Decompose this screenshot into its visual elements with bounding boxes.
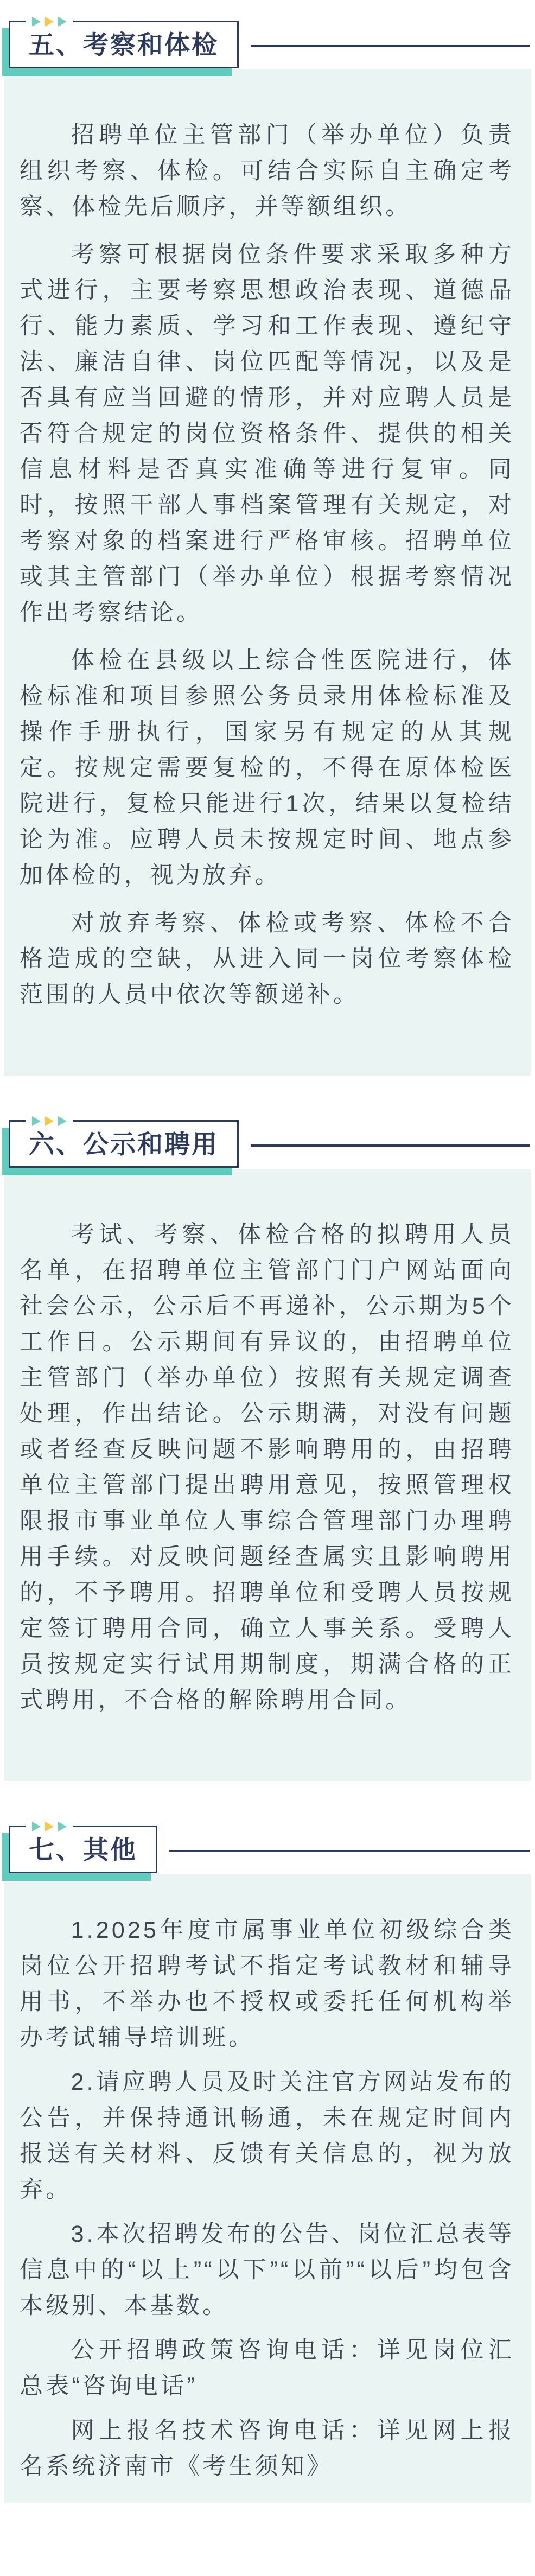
header-box-wrap xyxy=(9,1120,239,1168)
paragraph: 对放弃考察、体检或考察、体检不合格造成的空缺，从进入同一岗位考察体检范围的人员中依次等额递补。 xyxy=(20,910,514,1008)
arrow-right-icon xyxy=(32,17,41,27)
arrow-right-icon xyxy=(58,1822,67,1831)
paragraph: 体检在县级以上综合性医院进行，体检标准和项目参照公务员录用体检标准及操作手册执行，国家另有规定的从其规定。按规定需要复检的，不得在原体检医院进行，复检只能进行1次，结果以复检结论为准。应聘人员未按规定时间、地点参加体检的，视为放弃。 xyxy=(20,647,514,888)
section-others xyxy=(0,1820,535,2503)
header-box-wrap xyxy=(9,21,239,68)
paragraph: 考试、考察、体检合格的拟聘用人员名单，在招聘单位主管部门门户网站面向社会公示，公示后不再递补，公示期为5个工作日。公示期间有异议的，由招聘单位主管部门（举办单位）按照有关规定调查处理，作出结论。公示期满，对没有问题或者经查反映问题不影响聘用的，由招聘单位主管部门提出聘用意见，按照管理权限报市事业单位人事综合管理部门办理聘用手续。对反映问题经查属实且影响聘用的，不予聘用。招聘单位和受聘人员按规定签订聘用合同，确立人事关系。受聘人员按规定实行试用期制度，期满合格的正式聘用，不合格的解除聘用合同。 xyxy=(20,1222,514,1713)
triple-arrow-icon xyxy=(26,1115,73,1128)
header-box xyxy=(9,1826,157,1873)
paragraph: 1.2025年度市属事业单位初级综合类岗位公开招聘考试不指定考试教材和辅导用书，不举办也不授权或委托任何机构举办考试辅导培训班。 xyxy=(20,1917,514,2051)
paragraph: 网上报名技术咨询电话：详见网上报名系统济南市《考生须知》 xyxy=(20,2418,514,2479)
paragraph: 公开招聘政策咨询电话：详见岗位汇总表“咨询电话” xyxy=(20,2337,514,2399)
section-title: 五、考察和体检 xyxy=(29,30,219,59)
paragraph: 招聘单位主管部门（举办单位）负责组织考察、体检。可结合实际自主确定考察、体检先后顺序，并等额组织。 xyxy=(20,122,514,220)
section-inspection-and-physical xyxy=(0,15,535,1076)
arrow-right-icon xyxy=(58,17,67,27)
header-box xyxy=(9,1120,239,1168)
section-body-card xyxy=(4,1169,531,1781)
header-rule-line xyxy=(169,1850,530,1852)
arrow-right-icon xyxy=(45,1116,54,1126)
triple-arrow-icon xyxy=(26,1820,73,1833)
paragraph: 3.本次招聘发布的公告、岗位汇总表等信息中的“以上”“以下”“以前”“以后”均包含本级别、本基数。 xyxy=(20,2221,514,2319)
arrow-right-icon xyxy=(45,1822,54,1831)
triple-arrow-icon xyxy=(26,15,73,28)
header-box-wrap xyxy=(9,1826,157,1873)
header-rule-line xyxy=(251,1144,530,1147)
section-header xyxy=(9,1115,531,1168)
section-body-card xyxy=(4,1874,531,2503)
arrow-right-icon xyxy=(45,17,54,27)
arrow-right-icon xyxy=(58,1116,67,1126)
section-publicity-and-employment xyxy=(0,1115,535,1781)
section-title: 六、公示和聘用 xyxy=(29,1129,219,1159)
arrow-right-icon xyxy=(32,1822,41,1831)
paragraph: 2.请应聘人员及时关注官方网站发布的公告，并保持通讯畅通，未在规定时间内报送有关材料、反馈有关信息的，视为放弃。 xyxy=(20,2069,514,2203)
section-title: 七、其他 xyxy=(29,1835,137,1864)
page-bottom-margin xyxy=(0,2503,535,2517)
header-box xyxy=(9,21,239,68)
section-gap xyxy=(0,1076,535,1115)
section-gap xyxy=(0,1781,535,1820)
section-header xyxy=(9,1820,531,1873)
paragraph: 考察可根据岗位条件要求采取多种方式进行，主要考察思想政治表现、道德品行、能力素质、学习和工作表现、遵纪守法、廉洁自律、岗位匹配等情况，以及是否具有应当回避的情形，并对应聘人员是否符合规定的岗位资格条件、提供的相关信息材料是否真实准确等进行复审。同时，按照干部人事档案管理有关规定，对考察对象的档案进行严格审核。招聘单位或其主管部门（举办单位）根据考察情况作出考察结论。 xyxy=(20,241,514,626)
section-body-card xyxy=(4,69,531,1076)
arrow-right-icon xyxy=(32,1116,41,1126)
header-rule-line xyxy=(251,45,530,47)
section-header xyxy=(9,15,531,68)
